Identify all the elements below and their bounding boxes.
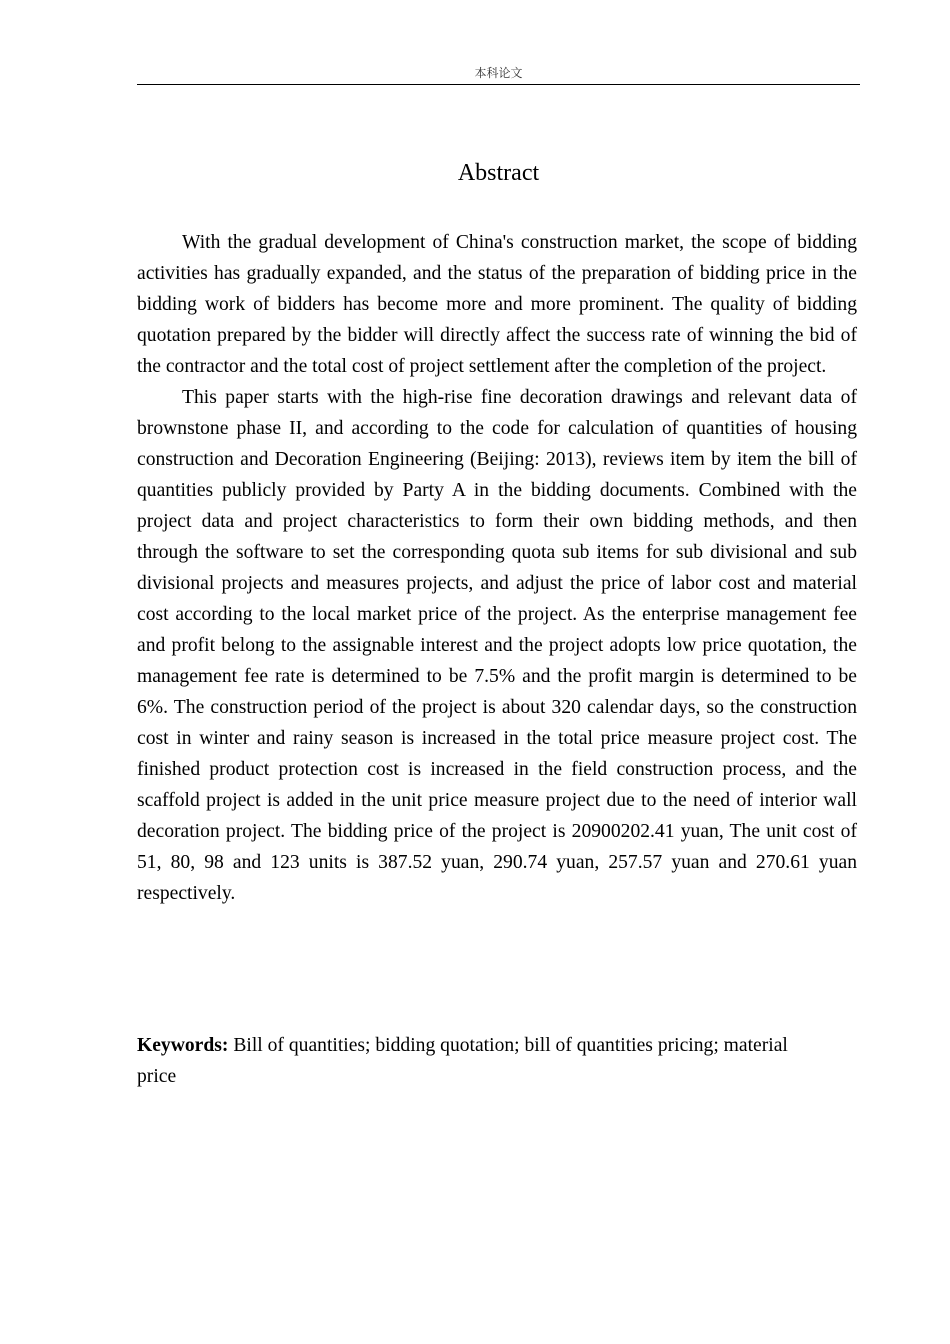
keywords-text: Bill of quantities; bidding quotation; bill of quantities pricing; material price [137,1035,788,1087]
keywords-label: Keywords: [137,1035,229,1056]
header-text: 本科论文 [474,66,523,80]
abstract-paragraph-1: With the gradual development of China's construction market, the scope of bidding activities has gradually expanded, and the status of the preparation of bidding price in the bidding work of bidders has become more and more prominent. The quality of bidding quotation prepared by the bidder will directly affect the success rate of winning the bid of the contractor and the total cost of project settlement after the completion of the project. [137,232,857,377]
abstract-title: Abstract [457,160,540,186]
page-header [137,62,860,85]
abstract-body [137,227,857,909]
abstract-paragraph-2: This paper starts with the high-rise fine decoration drawings and relevant data of brownstone phase II, and according to the code for calculation of quantities of housing construction and Decoration Engineering (Beijing: 2013), reviews item by item the bill of quantities publicly provided by Party A in the bidding documents. Combined with the project data and project characteristics to form their own bidding methods, and then through the software to set the corresponding quota sub items for sub divisional and sub divisional projects and measures projects, and adjust the price of labor cost and material cost according to the local market price of the project. As the enterprise management fee and profit belong to the assignable interest and the project adopts low price quotation, the management fee rate is determined to be 7.5% and the profit margin is determined to be 6%. The construction period of the project is about 320 calendar days, so the construction cost in winter and rainy season is increased in the total price measure project cost. The finished product protection cost is increased in the field construction process, and the scaffold project is added in the unit price measure project due to the need of interior wall decoration project. The bidding price of the project is 20900202.41 yuan, The unit cost of 51, 80, 98 and 123 units is 387.52 yuan, 290.74 yuan, 257.57 yuan and 270.61 yuan respectively. [137,387,857,904]
keywords-section [137,1030,817,1092]
